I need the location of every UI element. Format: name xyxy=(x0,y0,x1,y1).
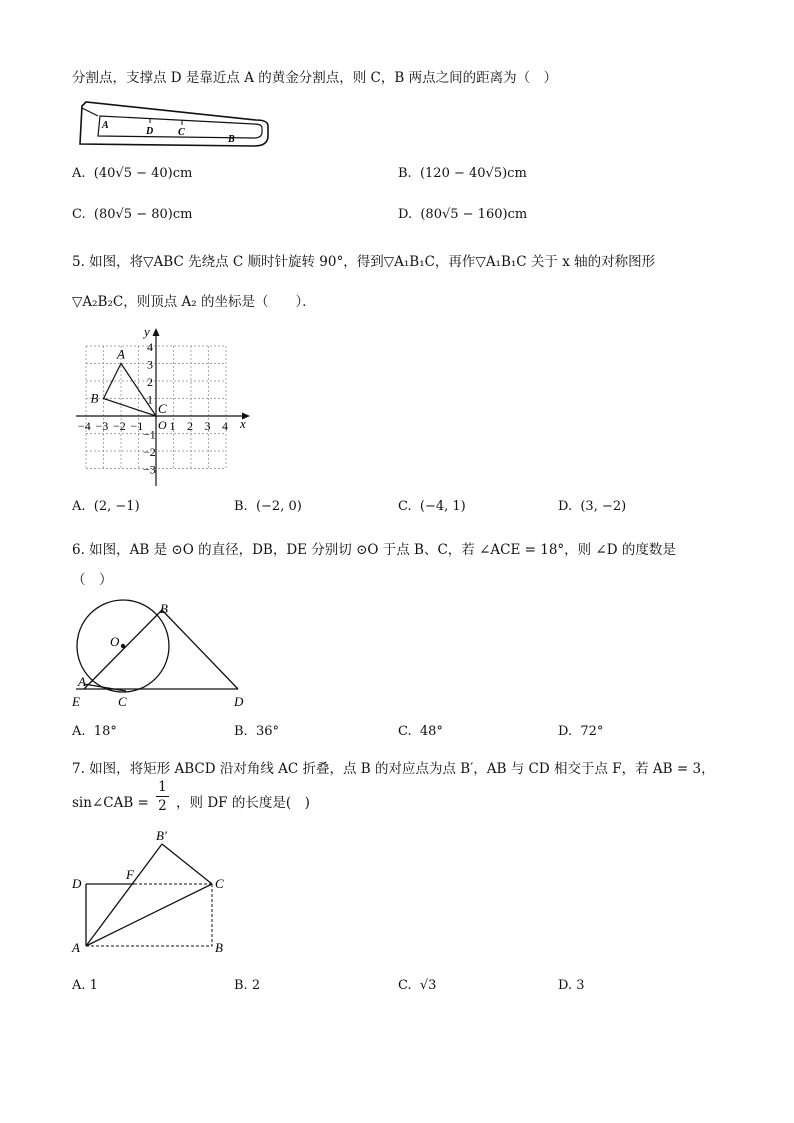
label-o: O xyxy=(110,634,120,649)
q7-fraction-denominator: 2 xyxy=(158,798,167,814)
label-a: A xyxy=(78,674,86,689)
x-tick-label: 4 xyxy=(222,419,228,433)
point-label-c: C xyxy=(158,401,167,416)
q5-stem-line2: ▽A₂B₂C，则顶点 A₂ 的坐标是（ ）． xyxy=(72,294,316,310)
y-tick-label: 4 xyxy=(147,340,153,354)
q5-option-c[interactable]: C. (−4, 1) xyxy=(398,499,466,514)
y-tick-label: 1 xyxy=(147,392,153,407)
label-b: B xyxy=(160,601,168,616)
x-tick-label: −3 xyxy=(95,419,109,433)
q4-option-d[interactable]: D. (80√5 − 160)cm xyxy=(398,207,528,222)
q5-stem-line1: 5. 如图，将▽ABC 先绕点 C 顺时针旋转 90°，得到▽A₁B₁C，再作▽A₁B₁C 关于 x 轴的对称图形 xyxy=(72,254,656,270)
y-axis-label: y xyxy=(144,324,150,339)
q7-fraction-numerator: 1 xyxy=(158,779,167,795)
y-tick-label: 2 xyxy=(147,375,153,389)
q4-ruler-figure xyxy=(76,96,276,152)
q6-stem-line1: 6. 如图，AB 是 ⊙O 的直径，DB，DE 分别切 ⊙O 于点 B、C，若 ∠ACE = 18°，则 ∠D 的度数是 xyxy=(72,542,676,558)
q7-option-c[interactable]: C. √3 xyxy=(398,978,437,993)
q5-option-d[interactable]: D. (3, −2) xyxy=(558,499,627,514)
y-tick-label: −2 xyxy=(143,445,156,459)
point-label-b: B xyxy=(90,390,99,406)
q6-circle-figure xyxy=(70,596,260,712)
x-tick-label: −1 xyxy=(130,419,144,433)
q5-coordinate-grid xyxy=(70,322,260,490)
q4-label-b: B xyxy=(228,134,235,145)
q7-stem-line1: 7. 如图，将矩形 ABCD 沿对角线 AC 折叠，点 B 的对应点为点 B′，AB 与 CD 相交于点 F，若 AB = 3， xyxy=(72,761,715,777)
point-label-a: A xyxy=(117,346,125,362)
label-c: C xyxy=(215,876,224,891)
diameter-ab xyxy=(84,610,162,689)
origin-label: O xyxy=(158,418,167,432)
label-d: D xyxy=(234,694,244,709)
q4-label-d: D xyxy=(146,126,154,137)
label-a: A xyxy=(72,940,80,954)
x-tick-label: −2 xyxy=(113,419,126,433)
q6-option-c[interactable]: C. 48° xyxy=(398,724,443,739)
q7-option-d[interactable]: D. 3 xyxy=(558,978,585,993)
q6-stem-line2: （ ） xyxy=(72,572,113,588)
y-tick-label: −1 xyxy=(143,427,156,442)
y-axis-arrow-icon xyxy=(153,328,160,336)
q7-option-a[interactable]: A. 1 xyxy=(72,978,98,993)
q7-rectangle-figure xyxy=(70,826,240,954)
label-d: D xyxy=(72,876,82,891)
x-tick-label: 2 xyxy=(187,419,193,433)
q6-option-d[interactable]: D. 72° xyxy=(558,724,604,739)
label-f: F xyxy=(126,867,134,882)
x-tick-label: 3 xyxy=(204,419,211,433)
y-tick-label: −3 xyxy=(143,462,156,477)
segment-ab-prime xyxy=(86,844,162,946)
q4-option-b[interactable]: B. (120 − 40√5)cm xyxy=(398,166,527,181)
q4-option-c[interactable]: C. (80√5 − 80)cm xyxy=(72,207,193,222)
center-point xyxy=(121,644,125,648)
label-b: B xyxy=(215,940,223,954)
q7-sin-expression: sin∠CAB = xyxy=(72,795,149,811)
label-b-prime: B′ xyxy=(156,828,167,843)
segment-b-prime-c xyxy=(162,844,212,884)
label-e: E xyxy=(72,694,80,709)
q6-option-b[interactable]: B. 36° xyxy=(234,724,279,739)
q6-option-a[interactable]: A. 18° xyxy=(72,724,117,739)
y-tick-label: 3 xyxy=(147,357,153,372)
q4-label-c: C xyxy=(178,127,185,138)
q7-stem-line2 xyxy=(72,778,310,818)
q4-option-a[interactable]: A. (40√5 − 40)cm xyxy=(72,166,193,181)
tangent-db xyxy=(162,610,238,689)
label-c: C xyxy=(118,694,127,709)
q7-option-b[interactable]: B. 2 xyxy=(234,978,261,993)
chord-ac xyxy=(84,684,126,691)
q4-intro: 分割点，支撑点 D 是靠近点 A 的黄金分割点，则 C，B 两点之间的距离为（ ） xyxy=(72,70,558,86)
q4-label-a: A xyxy=(102,120,109,131)
q5-option-a[interactable]: A. (2, −1) xyxy=(72,499,140,514)
q7-fraction xyxy=(156,778,169,815)
x-tick-label: −4 xyxy=(78,419,91,433)
x-axis-label: x xyxy=(240,416,246,431)
diagonal-ac xyxy=(86,884,212,946)
q7-stem-question: ，则 DF 的长度是( ) xyxy=(176,795,310,811)
x-tick-label: 1 xyxy=(169,419,176,433)
q5-option-b[interactable]: B. (−2, 0) xyxy=(234,499,302,514)
